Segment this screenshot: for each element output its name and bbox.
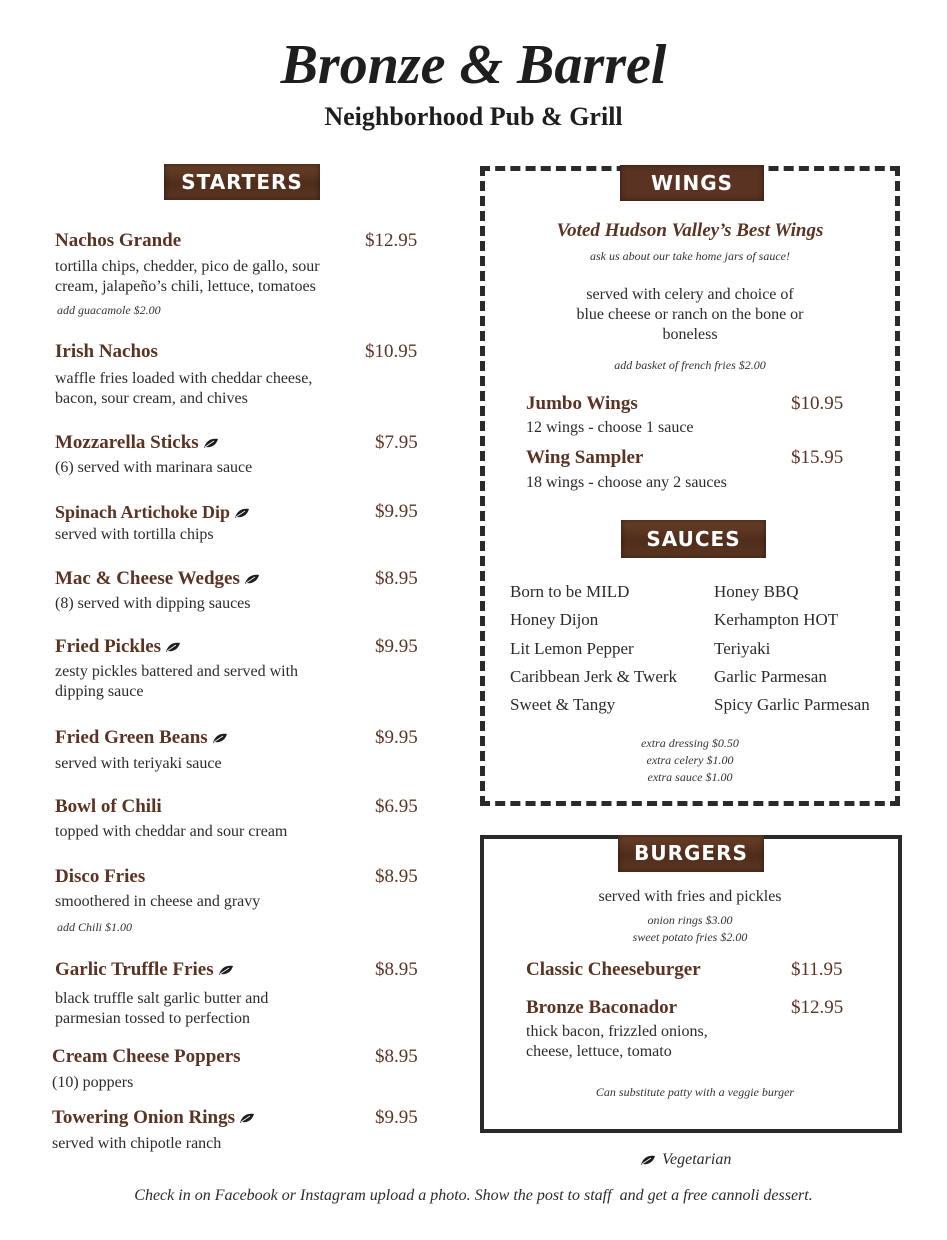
sauce-extra: extra celery $1.00 [646,753,734,767]
starter-price: $6.95 [375,796,418,817]
sauces-banner [621,520,766,558]
leaf-icon [244,574,260,585]
sauce-item: Garlic Parmesan [714,667,827,686]
starter-price: $9.95 [375,636,418,657]
starter-desc: topped with cheddar and sour cream [55,823,288,840]
leaf-icon [203,438,219,449]
starter-desc: smoothered in cheese and gravy [55,893,261,910]
footer-promo: Check in on Facebook or Instagram upload a photo. Show the post to staff and get a free cannoli dessert. [134,1187,813,1204]
sauce-item: Lit Lemon Pepper [510,639,634,658]
burger-desc: thick bacon, frizzled onions, cheese, lettuce, tomato [526,1023,708,1060]
starter-name: Irish Nachos [55,341,158,362]
starter-name [55,500,250,524]
starter-desc: (6) served with marinara sauce [55,459,253,476]
burger-price: $11.95 [791,959,843,980]
starter-name: Nachos Grande [55,230,182,251]
starter-price: $10.95 [365,341,418,362]
sauce-item: Honey BBQ [714,582,799,601]
starter-desc: black truffle salt garlic butter and parmesian tossed to perfection [55,990,269,1027]
starter-desc: tortilla chips, chedder, pico de gallo, sour cream, jalapeño’s chili, lettuce, tomatoes [55,258,320,295]
burger-name: Classic Cheeseburger [526,959,701,980]
leaf-icon [234,508,250,519]
leaf-icon [165,642,181,653]
sauce-item: Born to be MILD [510,582,630,601]
wings-served-with: served with celery and choice of blue cheese or ranch on the bone or boneless [576,286,804,343]
wings-fries-note: add basket of french fries $2.00 [614,358,766,372]
sauce-item: Caribbean Jerk & Twerk [510,667,678,686]
starter-name-text: Fried Pickles [55,636,162,657]
starter-name-text: Mozzarella Sticks [55,432,199,453]
starter-price: $8.95 [375,568,418,589]
vegetarian-label: Vegetarian [662,1151,732,1168]
starter-name [55,635,181,659]
burgers-banner [618,835,764,872]
starters-heading: STARTERS [181,170,303,194]
sauce-item: Sweet & Tangy [510,695,616,714]
starter-desc: (10) poppers [52,1074,134,1091]
wing-price: $10.95 [791,393,844,414]
starter-price: $7.95 [375,432,418,453]
wing-name: Wing Sampler [526,447,644,468]
starter-name [55,567,260,591]
starter-name [52,1106,255,1130]
starter-desc: served with chipotle ranch [52,1135,222,1152]
burger-name: Bronze Baconador [526,997,678,1018]
burger-upgrade: sweet potato fries $2.00 [632,930,748,944]
starter-price: $12.95 [365,230,418,251]
starter-desc: zesty pickles battered and served with dipping sauce [55,663,299,700]
starter-name [55,726,228,750]
starter-name-text: Fried Green Beans [55,727,208,748]
starter-desc: (8) served with dipping sauces [55,595,251,612]
starter-name-text: Garlic Truffle Fries [55,959,214,980]
burger-price: $12.95 [791,997,844,1018]
wing-desc: 18 wings - choose any 2 sauces [526,474,727,491]
starter-name: Disco Fries [55,866,146,887]
starter-name-text: Mac & Cheese Wedges [55,568,240,589]
starter-desc: waffle fries loaded with cheddar cheese, bacon, sour cream, and chives [55,370,313,407]
starter-name: Cream Cheese Poppers [52,1046,241,1067]
leaf-icon [218,965,234,976]
sauce-extra: extra sauce $1.00 [647,770,733,784]
starter-desc: served with tortilla chips [55,526,214,543]
leaf-icon [239,1113,255,1124]
sauce-extra: extra dressing $0.50 [641,736,739,750]
leaf-icon [640,1155,656,1166]
starters-banner [164,164,320,200]
starter-price: $8.95 [375,866,418,887]
sauce-item: Teriyaki [714,639,771,658]
wing-price: $15.95 [791,447,844,468]
wings-banner [620,165,764,201]
burger-upgrade: onion rings $3.00 [647,913,733,927]
wing-name: Jumbo Wings [526,393,638,414]
starter-price: $8.95 [375,1046,418,1067]
sauce-item: Kerhampton HOT [714,610,839,629]
starter-price: $8.95 [375,959,418,980]
starter-name [55,431,219,455]
leaf-icon [212,733,228,744]
restaurant-title: Bronze & Barrel [280,34,667,96]
starter-price: $9.95 [375,727,418,748]
starter-name [55,958,234,982]
sauce-item: Honey Dijon [510,610,599,629]
sauce-item: Spicy Garlic Parmesan [714,695,870,714]
sauces-heading: SAUCES [646,527,741,551]
starter-note: add guacamole $2.00 [57,303,161,317]
starter-name-text: Towering Onion Rings [52,1107,236,1128]
vegetarian-legend [640,1150,731,1170]
starter-price: $9.95 [375,501,418,522]
starter-price: $9.95 [375,1107,418,1128]
starter-note: add Chili $1.00 [57,920,133,934]
burgers-heading: BURGERS [634,841,748,865]
burgers-served-with: served with fries and pickles [598,888,782,905]
restaurant-subtitle: Neighborhood Pub & Grill [324,102,623,131]
starter-name: Bowl of Chili [55,796,162,817]
starter-desc: served with teriyaki sauce [55,755,222,772]
wings-heading: WINGS [650,171,734,195]
wings-tagline: Voted Hudson Valley’s Best Wings [556,220,824,241]
wing-desc: 12 wings - choose 1 sauce [526,419,694,436]
starter-name-text: Spinach Artichoke Dip [55,502,231,522]
burger-substitute-note: Can substitute patty with a veggie burger [595,1085,795,1099]
wings-sauce-jars: ask us about our take home jars of sauce! [590,249,790,263]
